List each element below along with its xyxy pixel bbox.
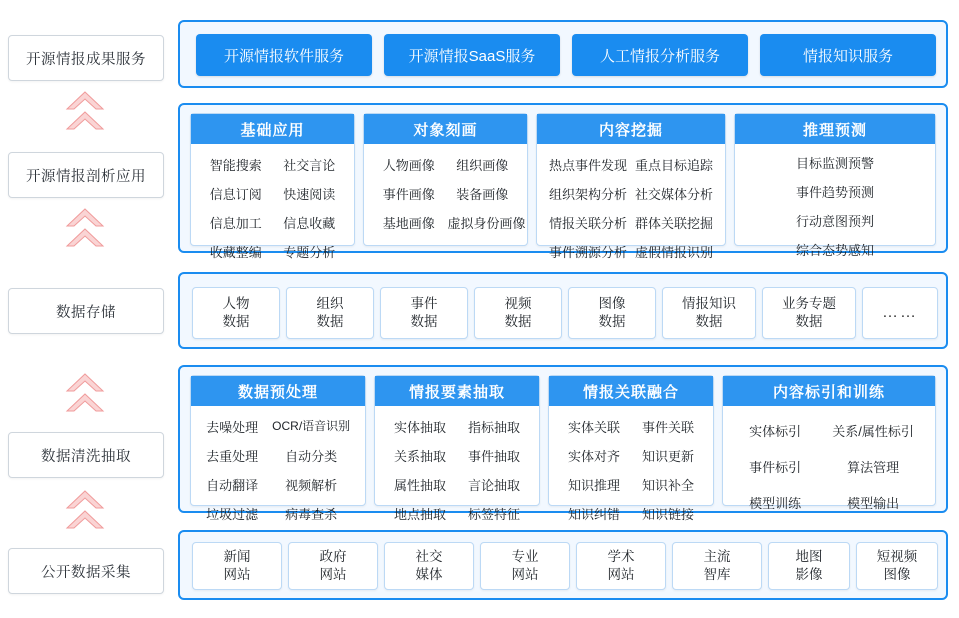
card-title: 内容标引和训练 bbox=[723, 376, 935, 406]
card-item[interactable]: 算法管理 bbox=[847, 460, 900, 475]
card-title: 基础应用 bbox=[191, 114, 354, 144]
chip-line2: 数据 bbox=[316, 314, 344, 329]
card-item[interactable]: 社交言论 bbox=[283, 158, 336, 173]
chip-line1: …… bbox=[882, 304, 918, 322]
up-arrow-icon bbox=[62, 88, 108, 138]
rail-label-service: 开源情报成果服务 bbox=[8, 35, 164, 81]
chip-line2: 数据 bbox=[795, 314, 823, 329]
card-item[interactable]: 综合态势感知 bbox=[795, 243, 874, 258]
card-item[interactable]: 视频解析 bbox=[285, 478, 338, 493]
card-item[interactable]: 模型输出 bbox=[847, 496, 900, 511]
collection-chip[interactable] bbox=[384, 542, 474, 590]
card-item[interactable]: 目标监测预警 bbox=[795, 156, 874, 171]
chip-line1: 人物 bbox=[222, 295, 250, 311]
chip-line1: 地图 bbox=[795, 548, 823, 564]
card-item[interactable]: 自动翻译 bbox=[206, 478, 259, 493]
card-items bbox=[364, 144, 527, 241]
card-items bbox=[375, 406, 539, 532]
card-item[interactable]: 病毒查杀 bbox=[285, 507, 338, 522]
card-item[interactable]: 知识链接 bbox=[641, 507, 694, 522]
service-item-0[interactable]: 开源情报软件服务 bbox=[196, 34, 372, 76]
cleaning-card-fusion bbox=[548, 375, 714, 522]
storage-chip[interactable] bbox=[762, 287, 856, 339]
card-items bbox=[191, 144, 354, 270]
card-item[interactable]: 自动分类 bbox=[285, 449, 338, 464]
chip-line1: 学术 bbox=[607, 548, 635, 564]
service-item-3[interactable]: 情报知识服务 bbox=[760, 34, 936, 76]
card-item[interactable]: 虚假情报识别 bbox=[634, 245, 713, 260]
card-items bbox=[723, 406, 935, 521]
card-item[interactable]: 去噪处理 bbox=[206, 420, 259, 435]
chip-line2: 图像 bbox=[883, 567, 911, 582]
card-item[interactable]: 行动意图预判 bbox=[795, 214, 874, 229]
card-items bbox=[735, 144, 935, 268]
card-item[interactable]: 装备画像 bbox=[456, 187, 509, 202]
card-item[interactable]: 去重处理 bbox=[206, 449, 259, 464]
card-item[interactable]: 信息订阅 bbox=[209, 187, 262, 202]
storage-chip[interactable] bbox=[568, 287, 656, 339]
card-items bbox=[191, 406, 365, 532]
card-item[interactable]: 知识推理 bbox=[567, 478, 620, 493]
card-item[interactable]: 模型训练 bbox=[749, 496, 802, 511]
chip-line1: 图像 bbox=[598, 295, 626, 311]
collection-chip[interactable] bbox=[576, 542, 666, 590]
chip-line1: 专业 bbox=[511, 548, 539, 564]
card-item[interactable]: 标签特征 bbox=[467, 507, 520, 522]
card-item[interactable]: 实体标引 bbox=[749, 424, 802, 439]
card-item[interactable]: 事件画像 bbox=[382, 187, 435, 202]
card-title: 内容挖掘 bbox=[537, 114, 725, 144]
card-item[interactable]: 信息收藏 bbox=[283, 216, 336, 231]
card-item[interactable]: 事件溯源分析 bbox=[548, 245, 627, 260]
chip-line1: 新闻 bbox=[223, 548, 251, 564]
chip-line2: 影像 bbox=[795, 567, 823, 582]
card-item[interactable]: OCR/语音识别 bbox=[272, 419, 351, 433]
up-arrow-icon bbox=[62, 370, 108, 420]
chip-line2: 数据 bbox=[598, 314, 626, 329]
card-item[interactable]: 关系/属性标引 bbox=[832, 424, 914, 439]
chip-line1: 事件 bbox=[410, 295, 438, 311]
card-title: 数据预处理 bbox=[191, 376, 365, 406]
collection-chip[interactable] bbox=[672, 542, 762, 590]
card-item[interactable]: 地点抽取 bbox=[393, 507, 446, 522]
card-item[interactable]: 关系抽取 bbox=[393, 449, 446, 464]
analysis-band bbox=[178, 103, 948, 260]
card-item[interactable]: 信息加工 bbox=[209, 216, 262, 231]
card-item[interactable]: 情报关联分析 bbox=[548, 216, 627, 231]
service-item-1[interactable]: 开源情报SaaS服务 bbox=[384, 34, 560, 76]
rail-label-analysis: 开源情报剖析应用 bbox=[8, 152, 164, 198]
storage-band bbox=[178, 272, 948, 349]
storage-chip[interactable] bbox=[662, 287, 756, 339]
card-item[interactable]: 言论抽取 bbox=[467, 478, 520, 493]
layer-rail bbox=[0, 0, 170, 618]
chip-line2: 媒体 bbox=[415, 567, 443, 582]
storage-chip[interactable] bbox=[192, 287, 280, 339]
card-item[interactable]: 指标抽取 bbox=[467, 420, 520, 435]
chip-line2: 数据 bbox=[222, 314, 250, 329]
collection-band bbox=[178, 530, 948, 600]
card-item[interactable]: 事件抽取 bbox=[467, 449, 520, 464]
storage-chip[interactable] bbox=[286, 287, 374, 339]
card-item[interactable]: 收藏整编 bbox=[209, 245, 262, 260]
chip-line1: 社交 bbox=[415, 548, 443, 564]
chip-line1: 主流 bbox=[703, 548, 731, 564]
collection-chip[interactable] bbox=[288, 542, 378, 590]
up-arrow-icon bbox=[62, 487, 108, 537]
card-title: 情报要素抽取 bbox=[375, 376, 539, 406]
card-title: 推理预测 bbox=[735, 114, 935, 144]
rail-label-storage: 数据存储 bbox=[8, 288, 164, 334]
card-item[interactable]: 专题分析 bbox=[283, 245, 336, 260]
card-item[interactable]: 知识更新 bbox=[641, 449, 694, 464]
card-item[interactable]: 知识补全 bbox=[641, 478, 694, 493]
cleaning-card-preprocess bbox=[190, 375, 366, 522]
chip-line2: 数据 bbox=[504, 314, 532, 329]
rail-label-cleaning: 数据清洗抽取 bbox=[8, 432, 164, 478]
service-item-2[interactable]: 人工情报分析服务 bbox=[572, 34, 748, 76]
chip-line1: 组织 bbox=[316, 295, 344, 311]
storage-chip[interactable] bbox=[380, 287, 468, 339]
chip-line2: 网站 bbox=[319, 567, 347, 582]
storage-chip-ellipsis bbox=[862, 287, 938, 339]
card-title: 对象刻画 bbox=[364, 114, 527, 144]
analysis-card-mining bbox=[536, 113, 726, 260]
card-items bbox=[537, 144, 725, 270]
up-arrow-icon bbox=[62, 205, 108, 255]
card-item[interactable]: 事件趋势预测 bbox=[795, 185, 874, 200]
card-item[interactable]: 实体抽取 bbox=[393, 420, 446, 435]
card-item[interactable]: 快速阅读 bbox=[283, 187, 336, 202]
card-item[interactable]: 基地画像 bbox=[382, 216, 435, 231]
analysis-card-prediction bbox=[734, 113, 936, 258]
card-item[interactable]: 知识纠错 bbox=[567, 507, 620, 522]
collection-chip[interactable] bbox=[480, 542, 570, 590]
collection-chip[interactable] bbox=[856, 542, 938, 590]
chip-line1: 业务专题 bbox=[782, 295, 836, 311]
card-item[interactable]: 实体对齐 bbox=[567, 449, 620, 464]
card-item[interactable]: 事件标引 bbox=[749, 460, 802, 475]
card-item[interactable]: 组织画像 bbox=[456, 158, 509, 173]
collection-chip[interactable] bbox=[192, 542, 282, 590]
card-item[interactable]: 实体关联 bbox=[567, 420, 620, 435]
card-item[interactable]: 热点事件发现 bbox=[548, 158, 627, 173]
card-item[interactable]: 重点目标追踪 bbox=[634, 158, 713, 173]
card-item[interactable]: 垃圾过滤 bbox=[206, 507, 259, 522]
chip-line1: 短视频 bbox=[876, 548, 918, 564]
chip-line1: 视频 bbox=[504, 295, 532, 311]
analysis-card-profiling bbox=[363, 113, 528, 246]
analysis-card-basic bbox=[190, 113, 355, 260]
card-item[interactable]: 智能搜索 bbox=[209, 158, 262, 173]
card-title: 情报关联融合 bbox=[549, 376, 713, 406]
cleaning-card-element-extraction bbox=[374, 375, 540, 522]
chip-line2: 网站 bbox=[511, 567, 539, 582]
service-band bbox=[178, 20, 948, 88]
chip-line1: 情报知识 bbox=[682, 295, 736, 311]
card-item[interactable]: 人物画像 bbox=[382, 158, 435, 173]
card-item[interactable]: 组织架构分析 bbox=[548, 187, 627, 202]
chip-line2: 数据 bbox=[410, 314, 438, 329]
card-item[interactable]: 社交媒体分析 bbox=[634, 187, 713, 202]
cleaning-band bbox=[178, 365, 948, 522]
chip-line2: 网站 bbox=[223, 567, 251, 582]
collection-chip[interactable] bbox=[768, 542, 850, 590]
storage-chip[interactable] bbox=[474, 287, 562, 339]
card-item[interactable]: 属性抽取 bbox=[393, 478, 446, 493]
chip-line2: 智库 bbox=[703, 567, 731, 582]
rail-label-collection: 公开数据采集 bbox=[8, 548, 164, 594]
chip-line2: 数据 bbox=[695, 314, 723, 329]
chip-line2: 网站 bbox=[607, 567, 635, 582]
card-items bbox=[549, 406, 713, 532]
cleaning-card-annotation-training bbox=[722, 375, 936, 511]
chip-line1: 政府 bbox=[319, 548, 347, 564]
card-item[interactable]: 事件关联 bbox=[641, 420, 694, 435]
card-item[interactable]: 虚拟身份画像 bbox=[447, 216, 526, 231]
card-item[interactable]: 群体关联挖掘 bbox=[634, 216, 713, 231]
